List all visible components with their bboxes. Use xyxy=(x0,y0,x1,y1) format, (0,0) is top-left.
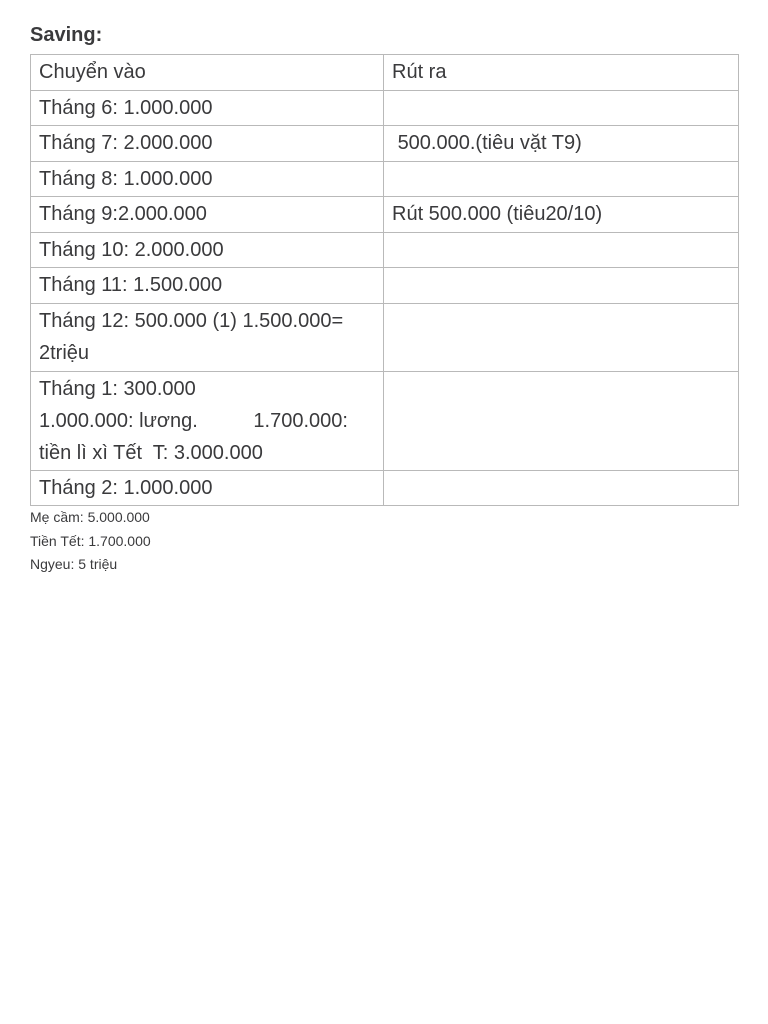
note-ngyeu: Ngyeu: 5 triệu xyxy=(30,556,118,572)
withdrawal-cell xyxy=(384,268,739,304)
page-title: Saving: xyxy=(30,24,103,46)
table-row xyxy=(31,470,739,506)
withdrawal-cell: Rút 500.000 (tiêu20/10) xyxy=(384,197,739,233)
table-header-row xyxy=(31,55,739,91)
table-row xyxy=(31,371,739,470)
deposit-cell: Tháng 6: 1.000.000 xyxy=(31,90,384,126)
note-mother-holds: Mẹ cầm: 5.000.000 xyxy=(30,509,150,525)
note-tet-money: Tiền Tết: 1.700.000 xyxy=(30,532,151,549)
column-header-withdrawals: Rút ra xyxy=(384,55,739,91)
deposit-cell: Tháng 7: 2.000.000 xyxy=(31,126,384,162)
withdrawal-cell xyxy=(384,232,739,268)
table-row xyxy=(31,126,739,162)
deposit-cell: Tháng 12: 500.000 (1) 1.500.000= 2triệu xyxy=(31,303,384,371)
withdrawal-cell: 500.000.(tiêu vặt T9) xyxy=(384,126,739,162)
table-row xyxy=(31,197,739,233)
deposit-cell: Tháng 1: 300.000 1.000.000: lương. 1.700.000: tiền lì xì Tết T: 3.000.000 xyxy=(31,371,384,470)
table-row xyxy=(31,90,739,126)
withdrawal-cell xyxy=(384,90,739,126)
withdrawal-cell xyxy=(384,161,739,197)
notes-list xyxy=(30,506,151,577)
deposit-cell: Tháng 10: 2.000.000 xyxy=(31,232,384,268)
deposit-cell: Tháng 2: 1.000.000 xyxy=(31,470,384,506)
savings-table xyxy=(30,54,739,506)
withdrawal-cell xyxy=(384,303,739,371)
table-row xyxy=(31,232,739,268)
deposit-cell: Tháng 11: 1.500.000 xyxy=(31,268,384,304)
deposit-cell: Tháng 8: 1.000.000 xyxy=(31,161,384,197)
table-row xyxy=(31,268,739,304)
deposit-cell: Tháng 9:2.000.000 xyxy=(31,197,384,233)
table-row xyxy=(31,303,739,371)
table-row xyxy=(31,161,739,197)
withdrawal-cell xyxy=(384,470,739,506)
column-header-deposits: Chuyển vào xyxy=(31,55,384,91)
withdrawal-cell xyxy=(384,371,739,470)
